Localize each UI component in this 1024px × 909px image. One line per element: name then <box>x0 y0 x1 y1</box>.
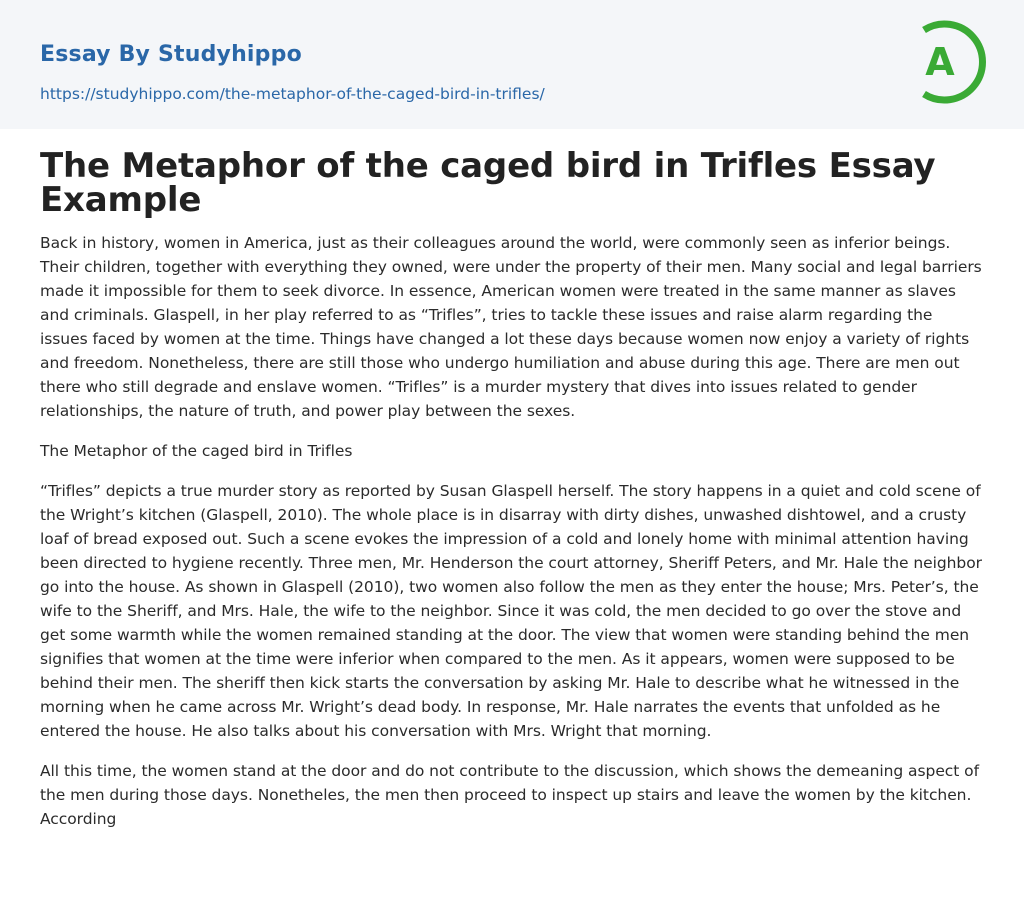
article <box>0 146 1024 831</box>
source-url-link[interactable]: https://studyhippo.com/the-metaphor-of-the-caged-bird-in-trifles/ <box>40 85 545 103</box>
section-heading: The Metaphor of the caged bird in Trifles <box>40 442 353 460</box>
studyhippo-logo-icon[interactable] <box>908 18 988 106</box>
essay-title: The Metaphor of the caged bird in Trifles Essay Example <box>40 146 936 220</box>
site-title[interactable]: Essay By Studyhippo <box>40 42 302 67</box>
logo-letter: A <box>925 40 955 84</box>
site-header <box>0 0 1024 129</box>
paragraph-intro: Back in history, women in America, just as their colleagues around the world, were commonly seen as inferior beings. Their children, together with everything they owned, were under the property of their men. Many social and legal barriers made it impossible for them to seek divorce. In essence, American women were treated in the same manner as slaves and criminals. Glaspell, in her play referred to as “Trifles”, tries to tackle these issues and raise alarm regarding the issues faced by women at the time. Things have changed a lot these days because women now enjoy a variety of rights and freedom. Nonetheless, there are still those who undergo humiliation and abuse during this age. There are men out there who still degrade and enslave women. “Trifles” is a murder mystery that dives into issues related to gender relationships, the nature of truth, and power play between the sexes. <box>40 234 982 420</box>
paragraph-body: “Trifles” depicts a true murder story as reported by Susan Glaspell herself. The story happens in a quiet and cold scene of the Wright’s kitchen (Glaspell, 2010). The whole place is in disarray with dirty dishes, unwashed dishtowel, and a crusty loaf of bread exposed out. Such a scene evokes the impression of a cold and lonely home with minimal attention having been directed to hygiene recently. Three men, Mr. Henderson the court attorney, Sheriff Peters, and Mr. Hale the neighbor go into the house. As shown in Glaspell (2010), two women also follow the men as they enter the house; Mrs. Peter’s, the wife to the Sheriff, and Mrs. Hale, the wife to the neighbor. Since it was cold, the men decided to go over the stove and get some warmth while the women remained standing at the door. The view that women were standing behind the men signifies that women at the time were inferior when compared to the men. As it appears, women were supposed to be behind their men. The sheriff then kick starts the conversation by asking Mr. Hale to describe what he witnessed in the morning when he came across Mr. Wright’s dead body. In response, Mr. Hale narrates the events that unfolded as he entered the house. He also talks about his conversation with Mrs. Wright that morning. <box>40 482 982 740</box>
paragraph-body: All this time, the women stand at the door and do not contribute to the discussion, which shows the demeaning aspect of the men during those days. Nonetheles, the men then proceed to inspect up stairs and leave the women by the kitchen. According <box>40 762 980 828</box>
